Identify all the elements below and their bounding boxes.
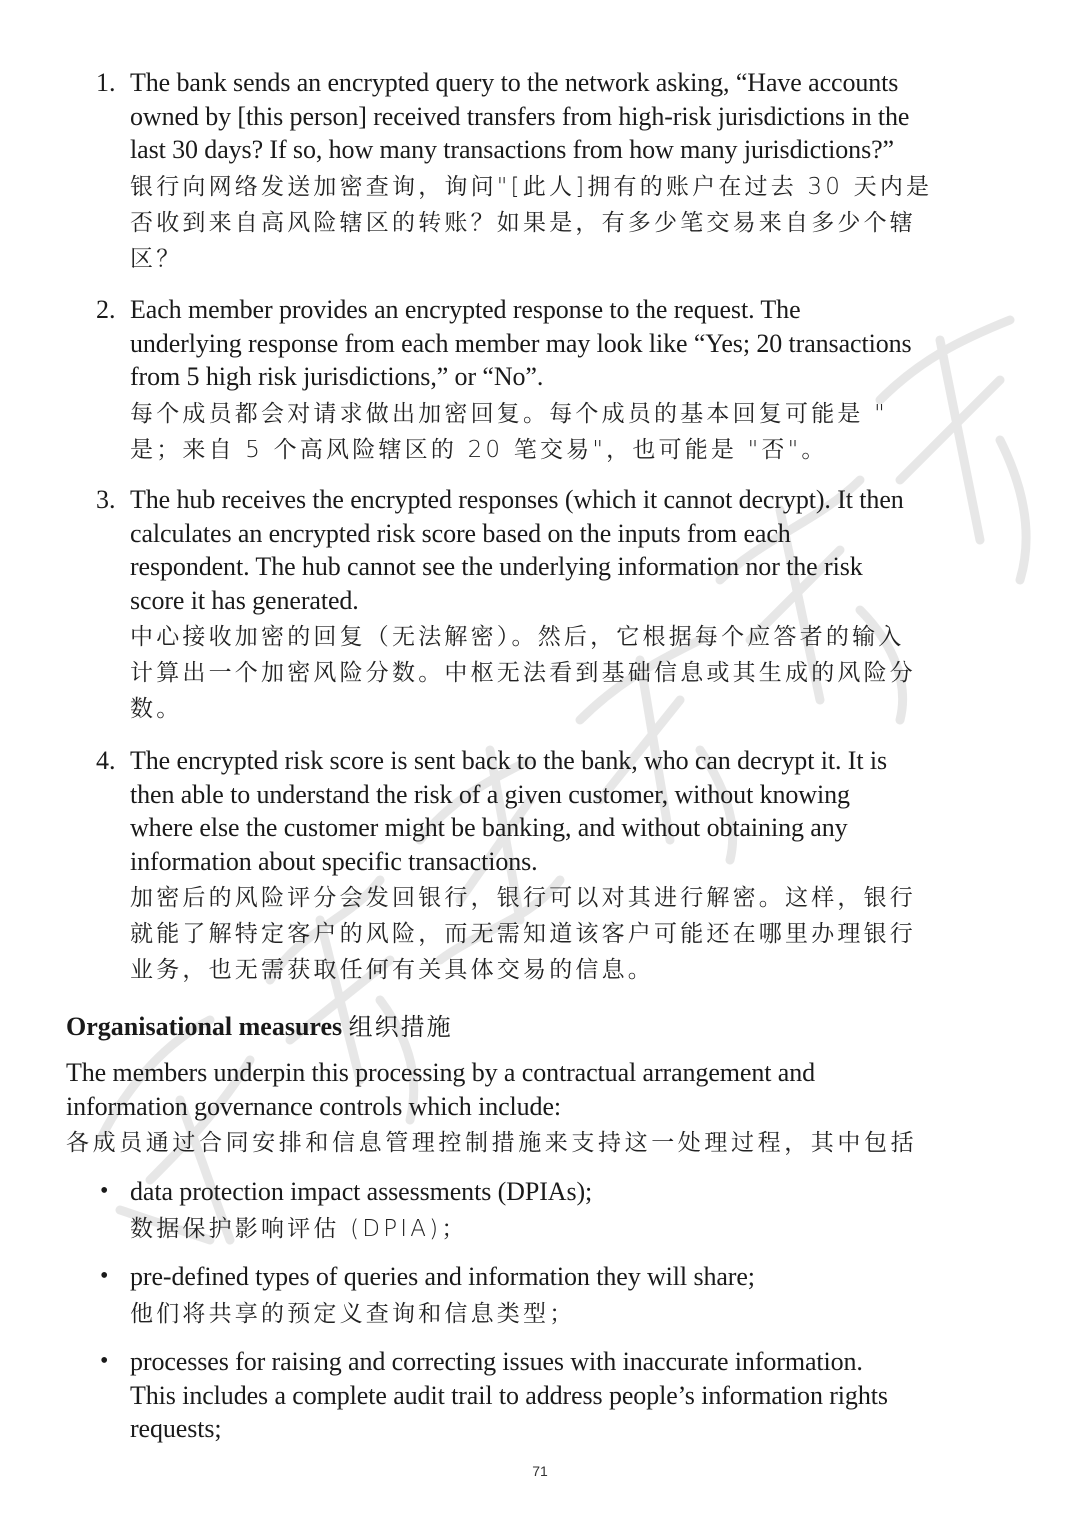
chinese-translation <box>130 880 1014 988</box>
list-number: 3. <box>96 485 116 514</box>
english-line: then able to understand the risk of a given customer, without knowing <box>130 779 850 809</box>
english-line: processes for raising and correcting issues with inaccurate information. <box>130 1347 863 1376</box>
chinese-line: 区？ <box>130 245 183 272</box>
chinese-line: 数。 <box>130 696 183 722</box>
chinese-translation <box>130 396 1014 468</box>
english-line: where else the customer might be banking, and without obtaining any <box>130 813 848 842</box>
english-line: pre-defined types of queries and information they will share; <box>130 1262 755 1291</box>
english-line: The members underpin this processing by a contractual arrangement and <box>66 1058 816 1087</box>
chinese-line: 每个成员都会对请求做出加密回复。每个成员的基本回复可能是 " <box>130 400 888 427</box>
english-line: requests; <box>130 1414 222 1443</box>
section-heading-chinese: 组织措施 <box>348 1013 453 1041</box>
bullet-body <box>130 1175 1014 1247</box>
chinese-line: 加密后的风险评分会发回银行，银行可以对其进行解密。这样，银行 <box>130 885 916 911</box>
chinese-translation <box>130 169 1014 277</box>
chinese-translation <box>130 619 1014 727</box>
bullet-body <box>130 1345 1014 1446</box>
english-line: data protection impact assessments (DPIAs); <box>130 1177 593 1206</box>
section-heading-english: Organisational measures <box>66 1012 343 1041</box>
english-line: underlying response from each member may look like “Yes; 20 transactions <box>130 328 912 358</box>
chinese-line: 计算出一个加密风险分数。中枢无法看到基础信息或其生成的风险分 <box>130 660 916 686</box>
section-heading <box>66 1007 453 1042</box>
chinese-line: 是；来自 5 个高风险辖区的 20 笔交易"，也可能是 "否"。 <box>130 436 828 463</box>
bullet-body <box>130 1260 1014 1332</box>
list-item-body <box>130 483 1014 727</box>
english-line: respondent. The hub cannot see the underlying information nor the risk <box>130 552 863 581</box>
english-line: score it has generated. <box>130 585 359 615</box>
english-line: information about specific transactions. <box>130 846 538 876</box>
english-line: The bank sends an encrypted query to the network asking, “Have accounts <box>130 68 899 97</box>
english-line: The hub receives the encrypted responses (which it cannot decrypt). It then <box>130 485 904 514</box>
chinese-line: 就能了解特定客户的风险，而无需知道该客户可能还在哪里办理银行 <box>130 921 916 947</box>
list-item-body <box>130 293 1014 468</box>
chinese-line: 银行向网络发送加密查询，询问"[此人]拥有的账户在过去 30 天内是 <box>130 173 933 200</box>
list-number: 4. <box>96 746 116 775</box>
list-item-body <box>130 66 1014 277</box>
chinese-line: 业务，也无需获取任何有关具体交易的信息。 <box>130 957 654 983</box>
english-line: This includes a complete audit trail to address people’s information rights <box>130 1380 888 1410</box>
bullet-dot: • <box>100 1348 109 1374</box>
english-line: information governance controls which include: <box>66 1091 562 1121</box>
english-line: The encrypted risk score is sent back to the bank, who can decrypt it. It is <box>130 746 888 775</box>
list-number: 2. <box>96 295 116 324</box>
bullet-dot: • <box>100 1263 109 1289</box>
chinese-line: 数据保护影响评估 (DPIA)； <box>130 1215 468 1242</box>
chinese-line: 各成员通过合同安排和信息管理控制措施来支持这一处理过程，其中包括 <box>66 1130 918 1156</box>
chinese-line: 否收到来自高风险辖区的转账？如果是，有多少笔交易来自多少个辖 <box>130 209 916 236</box>
chinese-line: 他们将共享的预定义查询和信息类型； <box>130 1300 576 1327</box>
chinese-line: 中心接收加密的回复（无法解密）。然后，它根据每个应答者的输入 <box>130 624 905 650</box>
bullet-dot: • <box>100 1178 109 1204</box>
english-line: from 5 high risk jurisdictions,” or “No”. <box>130 362 544 391</box>
english-line: last 30 days? If so, how many transactions from how many jurisdictions?” <box>130 135 894 164</box>
page-number: 71 <box>532 1463 548 1479</box>
list-number: 1. <box>96 68 116 97</box>
list-item-body <box>130 744 1014 988</box>
intro-paragraph <box>66 1056 1026 1161</box>
english-line: calculates an encrypted risk score based on the inputs from each <box>130 518 791 548</box>
english-line: owned by [this person] received transfers from high-risk jurisdictions in the <box>130 101 910 131</box>
english-line: Each member provides an encrypted response to the request. The <box>130 295 801 324</box>
